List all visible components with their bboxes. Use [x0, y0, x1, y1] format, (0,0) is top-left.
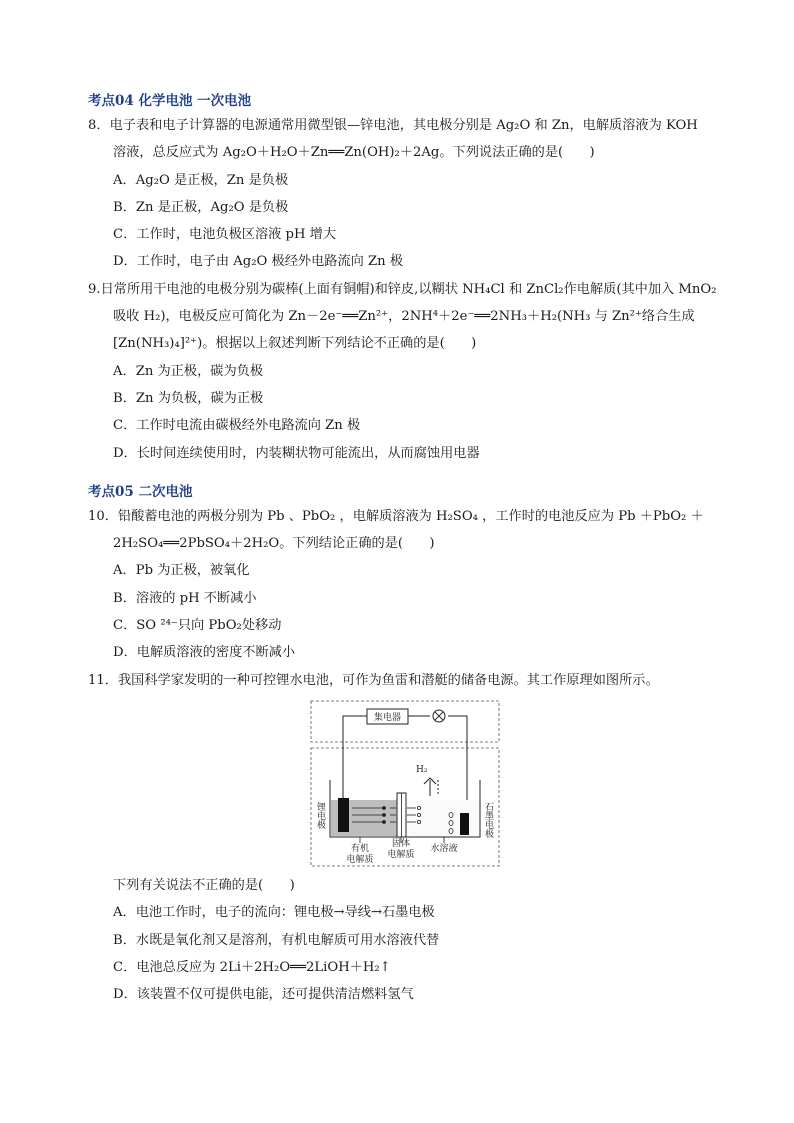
lithium-electrode	[338, 798, 349, 832]
question-11-option-c: C．电池总反应为 2Li＋2H₂O══2LiOH＋H₂↑	[113, 959, 391, 975]
question-8-option-c: C．工作时，电池负极区溶液 pH 增大	[113, 227, 337, 243]
question-10-option-d: D．电解质溶液的密度不断减小	[113, 645, 296, 661]
question-10-option-b: B．溶液的 pH 不断减小	[113, 590, 257, 606]
section-heading: 考点05 二次电池	[88, 483, 193, 500]
question-9-option-a: A．Zn 为正极，碳为负极	[113, 363, 264, 379]
question-10-stem: 2H₂SO₄══2PbSO₄＋2H₂O。下列结论正确的是( )	[113, 536, 435, 552]
question-9-option-c: C．工作时电流由碳极经外电路流向 Zn 极	[113, 418, 361, 434]
solid-label: 固体	[391, 838, 411, 849]
question-8-stem: 溶液，总反应式为 Ag₂O＋H₂O＋Zn══Zn(OH)₂＋2Ag。下列说法正确的是( )	[113, 145, 595, 161]
lithium-electrode-label: 锂电极	[315, 801, 325, 829]
question-9-stem: 吸收 H₂)，电极反应可简化为 Zn－2e⁻══Zn²⁺，2NH⁴＋2e⁻══2NH₃＋H₂(NH₃ 与 Zn²⁺络合生成	[113, 309, 695, 325]
solid-label: 电解质	[387, 849, 415, 860]
question-8-option-b: B．Zn 是正极，Ag₂O 是负极	[113, 199, 289, 215]
question-8-option-a: A．Ag₂O 是正极，Zn 是负极	[113, 172, 289, 188]
question-9-option-b: B．Zn 为负极，碳为正极	[113, 390, 264, 406]
question-9-stem: [Zn(NH₃)₄]²⁺)。根据以上叙述判断下列结论不正确的是( )	[113, 336, 477, 352]
question-11-option-b: B．水既是氧化剂又是溶剂，有机电解质可用水溶液代替	[113, 932, 440, 948]
question-11-stem: 11．我国科学家发明的一种可控锂水电池，可作为鱼雷和潜艇的储备电源。其工作原理如图所示。	[88, 672, 659, 688]
organic-label: 有机	[350, 843, 370, 854]
question-11-option-a: A．电池工作时，电子的流向：锂电极→导线→石墨电极	[113, 905, 435, 921]
question-11-stem: 下列有关说法不正确的是( )	[113, 877, 295, 893]
question-8-stem: 8．电子表和电子计算器的电源通常用微型银—锌电池，其电极分别是 Ag₂O 和 Zn，电解质溶液为 KOH	[88, 118, 698, 133]
graphite-electrode	[460, 813, 469, 835]
question-9-stem: 9.日常所用干电池的电极分别为碳棒(上面有铜帽)和锌皮,以糊状 NH₄Cl 和 ZnCl₂作电解质(其中加入 MnO₂	[88, 281, 717, 297]
graphite-electrode-label: 石墨电极	[483, 801, 493, 838]
question-10-option-c: C．SO ²⁴⁻只向 PbO₂处移动	[113, 618, 282, 634]
question-10-stem: 10．铅酸蓄电池的两极分别为 Pb 、PbO₂ ，电解质溶液为 H₂SO₄ ，工作时的电池反应为 Pb ＋PbO₂ ＋	[88, 508, 704, 524]
aqueous-label: 水溶液	[430, 843, 458, 854]
question-10-option-a: A．Pb 为正极，被氧化	[113, 563, 250, 579]
lamp-icon	[433, 710, 445, 722]
question-11-option-d: D．该装置不仅可提供电能，还可提供清洁燃料氢气	[113, 987, 414, 1003]
question-9-option-d: D．长时间连续使用时，内装糊状物可能流出，从而腐蚀用电器	[113, 445, 480, 461]
question-8-option-d: D．工作时，电子由 Ag₂O 极经外电路流向 Zn 极	[113, 254, 404, 270]
section-heading: 考点04 化学电池 一次电池	[88, 93, 252, 109]
collector-label: 集电器	[373, 712, 402, 723]
organic-label: 电解质	[346, 854, 374, 865]
battery-diagram	[310, 700, 500, 868]
h2-label: H₂	[416, 764, 428, 775]
worksheet-page	[88, 90, 728, 1008]
